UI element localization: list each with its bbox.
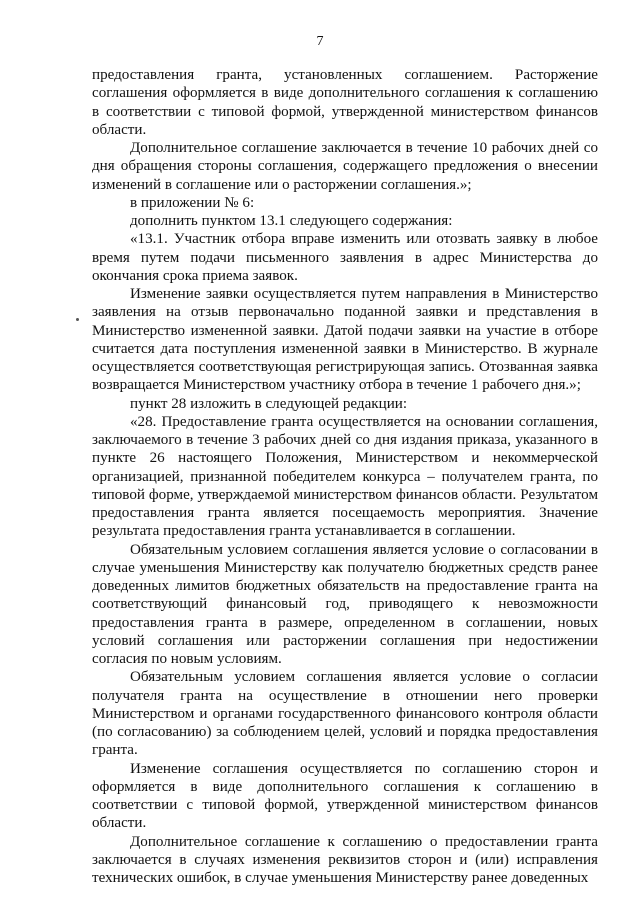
paragraph: Обязательным условием соглашения является условие о согласии получателя гранта на осуществление в отношении него проверки Министерством и органами государственного финансового контроля области (по согласованию) за соблюдением целей, условий и порядка предоставления гранта.	[92, 669, 598, 759]
document-body	[92, 66, 598, 887]
paragraph: дополнить пунктом 13.1 следующего содержания:	[130, 213, 453, 229]
paragraph: Изменение заявки осуществляется путем направления в Министерство заявления на отзыв первоначально поданной заявки и представления в Министерство измененной заявки. Датой подачи заявки на участие в отборе считается дата поступления измененной заявки в Министерство. В журнале осуществляется соответствующая регистрирующая запись. Отозванная заявка возвращается Министерством участнику отбора в течение 1 рабочего дня.»;	[92, 286, 598, 394]
page-number: 7	[316, 34, 324, 49]
paragraph: Изменение соглашения осуществляется по соглашению сторон и оформляется в виде дополнительного соглашения к соглашению в соответствии с типовой формой, утвержденной министерством финансов области.	[92, 760, 598, 832]
paragraph: Дополнительное соглашение к соглашению о предоставлении гранта заключается в случаях изменения реквизитов сторон и (или) исправления технических ошибок, в случае уменьшения Министерству ранее доведенных	[92, 833, 598, 886]
paragraph: пункт 28 изложить в следующей редакции:	[130, 395, 408, 412]
paragraph: в приложении № 6:	[130, 194, 255, 211]
paragraph: Обязательным условием соглашения является условие о согласовании в случае уменьшения Министерству как получателю бюджетных средств ранее доведенных лимитов бюджетных обязательств на предоставление гранта на соответствующий финансовый год, приводящего к невозможности предоставления гранта в размере, определенном в соглашении, новых условий соглашения или расторжении соглашения при недостижении согласия по новым условиям.	[92, 541, 598, 667]
paragraph: Дополнительное соглашение заключается в течение 10 рабочих дней со дня обращения стороны соглашения, содержащего предложения о внесении изменений в соглашение или о расторжении соглашения.»;	[92, 140, 598, 193]
scan-speck	[76, 318, 79, 321]
paragraph: предоставления гранта, установленных соглашением. Расторжение соглашения оформляется в виде дополнительного соглашения к соглашению в соответствии с типовой формой, утвержденной министерством финансов области.	[92, 67, 598, 138]
paragraph: «13.1. Участник отбора вправе изменить или отозвать заявку в любое время путем подачи письменного заявления в адрес Министерства до окончания срока приема заявок.	[92, 231, 598, 284]
paragraph: «28. Предоставление гранта осуществляется на основании соглашения, заключаемого в течение 3 рабочих дней со дня издания приказа, указанного в пункте 26 настоящего Положения, Министерством и некоммерческой организацией, признанной победителем конкурса – получателем гранта, по типовой форме, утверждаемой министерством финансов области. Результатом предоставления гранта является посещаемость мероприятия. Значение результата предоставления гранта устанавливается в соглашении.	[92, 413, 598, 540]
